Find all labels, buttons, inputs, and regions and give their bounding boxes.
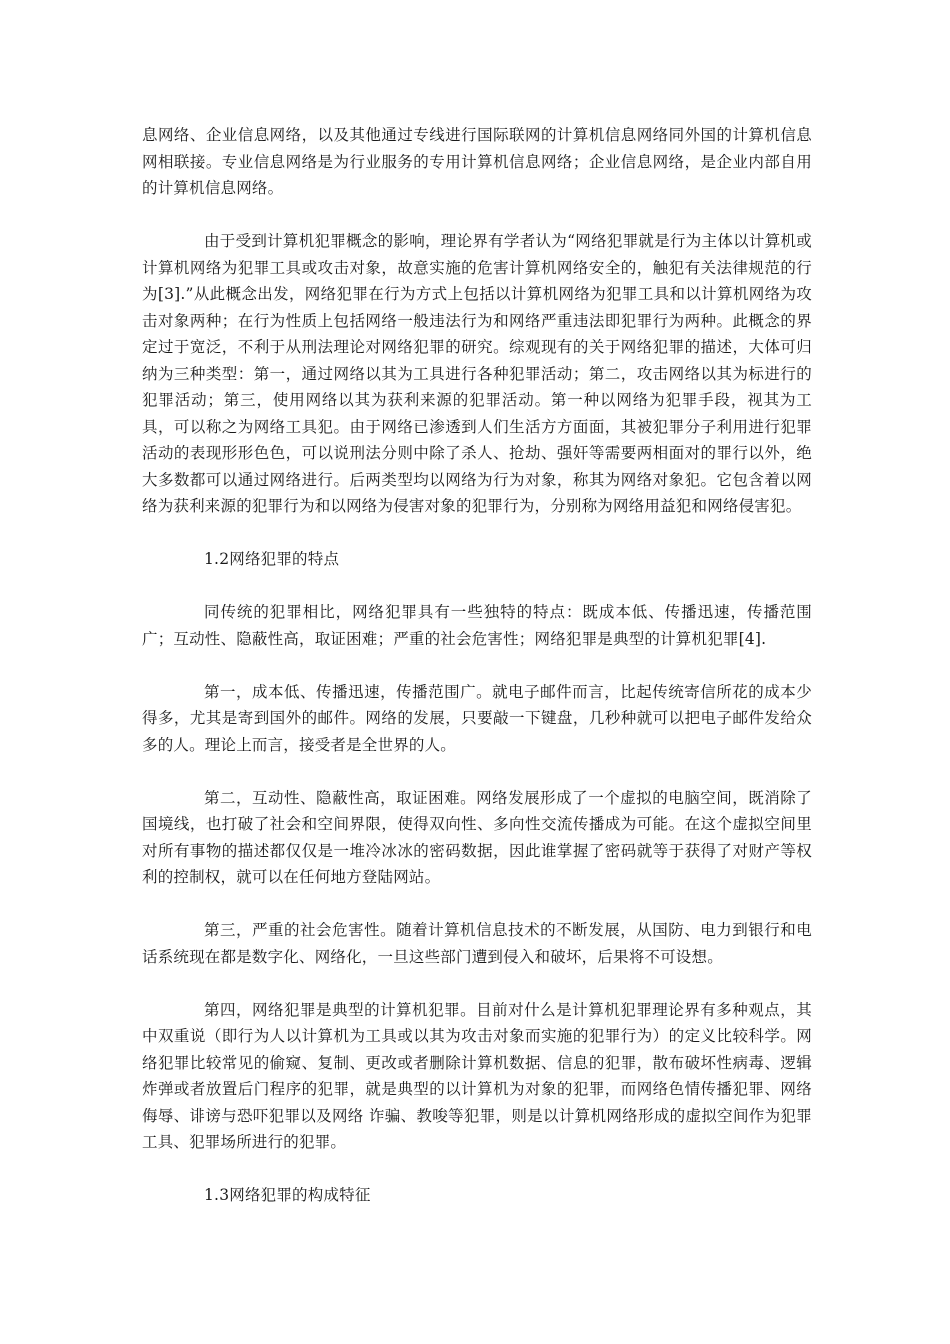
document-body xyxy=(142,122,812,1235)
paragraph-continuation: 息网络、企业信息网络，以及其他通过专线进行国际联网的计算机信息网络同外国的计算机信息网相联接。专业信息网络是为行业服务的专用计算机信息网络；企业信息网络，是企业内部自用的计算机信息网络。 xyxy=(142,126,812,197)
section-heading-1-2: 1.2网络犯罪的特点 xyxy=(204,550,340,568)
paragraph-feature-2: 第二，互动性、隐蔽性高，取证困难。网络发展形成了一个虚拟的电脑空间，既消除了国境线，也打破了社会和空间界限，使得双向性、多向性交流传播成为可能。在这个虚拟空间里对所有事物的描述都仅仅是一堆冷冰冰的密码数据，因此谁掌握了密码就等于获得了对财产等权利的控制权，就可以在任何地方登陆网站。 xyxy=(142,788,812,886)
paragraph-feature-1: 第一，成本低、传播迅速，传播范围广。就电子邮件而言，比起传统寄信所花的成本少得多，尤其是寄到国外的邮件。网络的发展，只要敲一下键盘，几秒种就可以把电子邮件发给众多的人。理论上而言，接受者是全世界的人。 xyxy=(142,682,812,754)
paragraph-feature-4: 第四，网络犯罪是典型的计算机犯罪。目前对什么是计算机犯罪理论界有多种观点，其中双重说（即行为人以计算机为工具或以其为攻击对象而实施的犯罪行为）的定义比较科学。网络犯罪比较常见的偷窥、复制、更改或者删除计算机数据、信息的犯罪，散布破坏性病毒、逻辑炸弹或者放置后门程序的犯罪，就是典型的以计算机为对象的犯罪，而网络色情传播犯罪、网络侮辱、诽谤与恐吓犯罪以及网络 诈骗、教唆等犯罪，则是以计算机网络形成的虚拟空间作为犯罪工具、犯罪场所进行的犯罪。 xyxy=(142,1000,812,1151)
paragraph-feature-3: 第三，严重的社会危害性。随着计算机信息技术的不断发展，从国防、电力到银行和电话系统现在都是数字化、网络化，一旦这些部门遭到侵入和破坏，后果将不可设想。 xyxy=(142,921,812,966)
paragraph-definition: 由于受到计算机犯罪概念的影响，理论界有学者认为“网络犯罪就是行为主体以计算机或计算机网络为犯罪工具或攻击对象，故意实施的危害计算机网络安全的，触犯有关法律规范的行为[3].”从此概念出发，网络犯罪在行为方式上包括以计算机网络为犯罪工具和以计算机网络为攻击对象两种；在行为性质上包括网络一般违法行为和网络严重违法即犯罪行为两种。此概念的界定过于宽泛，不利于从刑法理论对网络犯罪的研究。综观现有的关于网络犯罪的描述，大体可归纳为三种类型：第一，通过网络以其为工具进行各种犯罪活动；第二，攻击网络以其为标进行的犯罪活动；第三，使用网络以其为获利来源的犯罪活动。第一种以网络为犯罪手段，视其为工具，可以称之为网络工具犯。由于网络已渗透到人们生活方方面面，其被犯罪分子利用进行犯罪活动的表现形形色色，可以说刑法分则中除了杀人、抢劫、强奸等需要两相面对的罪行以外，绝大多数都可以通过网络进行。后两类型均以网络为行为对象，称其为网络对象犯。它包含着以网络为获利来源的犯罪行为和以网络为侵害对象的犯罪行为，分别称为网络用益犯和网络侵害犯。 xyxy=(142,232,812,515)
paragraph-features-intro: 同传统的犯罪相比，网络犯罪具有一些独特的特点：既成本低、传播迅速，传播范围广；互动性、隐蔽性高，取证困难；严重的社会危害性；网络犯罪是典型的计算机犯罪[4]. xyxy=(142,603,812,648)
section-heading-1-3: 1.3网络犯罪的构成特征 xyxy=(204,1186,371,1204)
